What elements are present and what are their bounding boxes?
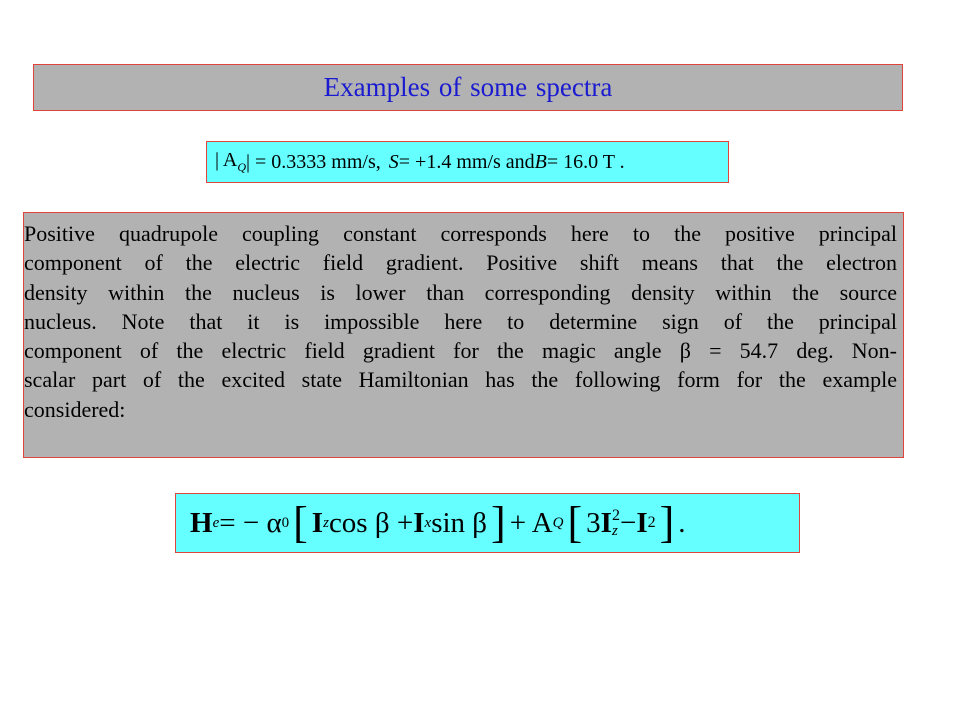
description-line-6: scalar part of the excited state Hamiltonian has the following form for the example <box>24 367 897 393</box>
b-symbol: B <box>534 150 547 173</box>
formula-cos: cos β + <box>328 506 414 539</box>
formula-iz: I <box>311 506 324 539</box>
formula-bracket-open-1: [ <box>293 498 308 547</box>
description-line-2: component of the electric field gradient. Positive shift means that the electron <box>24 250 897 276</box>
description-line-7: considered: <box>24 396 126 422</box>
s-symbol: S <box>388 150 399 173</box>
aq-value: | = 0.3333 mm/s, <box>246 150 381 173</box>
description-line-4: nucleus. Note that it is impossible here to determine sign of the principal <box>24 308 897 334</box>
formula-iz2: I <box>600 506 612 539</box>
s-value: = +1.4 mm/s and <box>398 150 535 173</box>
description-line-3: density within the nucleus is lower than corresponding density within the source <box>24 279 897 305</box>
formula-eq: = − α <box>219 506 282 539</box>
formula-minus: − <box>619 506 637 539</box>
description-line-5: component of the electric field gradient for the magic angle β = 54.7 deg. Non- <box>24 338 897 364</box>
hamiltonian-formula: H e = − α 0 [ I z cos β + I x sin β ] + A Q [ 3 I 2 z − I 2 ] . <box>175 493 800 553</box>
formula-bracket-open-2: [ <box>567 498 583 547</box>
slide-title: Examples of some spectra <box>323 72 613 102</box>
formula-plus-aq: + A <box>509 506 553 539</box>
parameters-box <box>206 141 729 183</box>
b-value: = 16.0 T . <box>546 150 625 173</box>
formula-bracket-close-1: ] <box>491 498 506 547</box>
formula-sin: sin β <box>431 506 488 539</box>
description-box <box>23 212 904 458</box>
formula-i2: I <box>636 506 648 539</box>
formula-dot: . <box>678 506 686 539</box>
slide-title-banner <box>33 64 903 111</box>
formula-bracket-close-2: ] <box>659 498 675 547</box>
formula-h: H <box>190 506 213 539</box>
formula-ix: I <box>413 506 425 539</box>
description-line-1: Positive quadrupole coupling constant corresponds here to the positive principal <box>24 221 897 246</box>
formula-three: 3 <box>586 506 601 539</box>
aq-label: | $A_Q$ <box>215 149 247 174</box>
